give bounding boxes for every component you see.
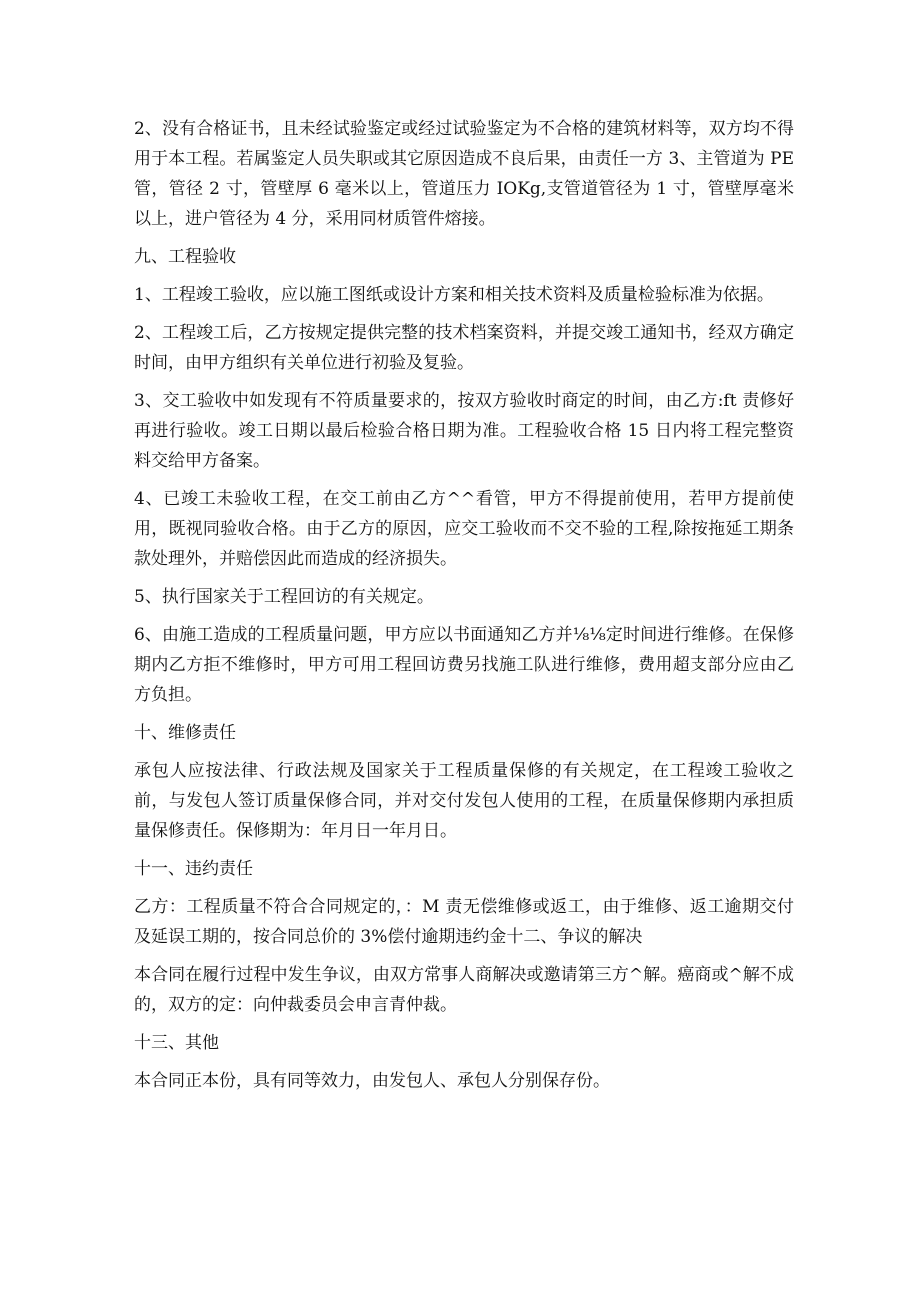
- section-heading-breach: 十一、违约责任: [134, 859, 253, 879]
- paragraph-material-certificates: 2、没有合格证书，且未经试验鉴定或经过试验鉴定为不合格的建筑材料等，双方均不得用于本工程。若属鉴定人员失职或其它原因造成不良后果，由责任一方 3、主管道为 PE 管，管径 2 寸，管壁厚 6 毫米以上，管道压力 IOKg,支管道管径为 1 寸，管壁厚毫米以上，进户管径为 4 分，采用同材质管件熔接。: [134, 119, 794, 229]
- paragraph-quality-repairs: 6、由施工造成的工程质量问题，甲方应以书面通知乙方并⅛⅛定时间进行维修。在保修期内乙方拒不维修时，甲方可用工程回访费另找施工队进行维修，费用超支部分应由乙方负担。: [134, 625, 794, 705]
- document-page: [134, 114, 794, 1104]
- paragraph-revisit-rules: 5、执行国家关于工程回访的有关规定。: [134, 587, 434, 607]
- paragraph-acceptance-basis: 1、工程竣工验收，应以施工图纸或设计方案和相关技术资料及质量检验标准为依据。: [134, 285, 774, 305]
- paragraph-breach-penalty: 乙方：工程质量不符合合同规定的，：M 责无偿维修或返工，由于维修、返工逾期交付及延误工期的，按合同总价的 3%偿付逾期违约金十二、争议的解决: [134, 897, 794, 947]
- paragraph-copies: 本合同正本份，具有同等效力，由发包人、承包人分别保存份。: [134, 1071, 610, 1091]
- section-heading-acceptance: 九、工程验收: [134, 247, 236, 267]
- paragraph-unaccepted-works: 4、已竣工未验收工程，在交工前由乙方^^看管，甲方不得提前使用，若甲方提前使用，既视同验收合格。由于乙方的原因，应交工验收而不交不验的工程,除按拖延工期条款处理外，并赔偿因此而造成的经济损失。: [134, 489, 794, 569]
- section-heading-other: 十三、其他: [134, 1033, 219, 1053]
- section-heading-maintenance: 十、维修责任: [134, 723, 236, 743]
- paragraph-dispute-resolution: 本合同在履行过程中发生争议，由双方常事人商解决或邀请第三方^解。癌商或^解不成的，双方的定：向仲裁委员会申言青仲裁。: [134, 965, 794, 1015]
- paragraph-acceptance-rework: 3、交工验收中如发现有不符质量要求的，按双方验收时商定的时间，由乙方:ft 责修好再进行验收。竣工日期以最后检验合格日期为准。工程验收合格 15 日内将工程完整资料交给甲方备案。: [134, 391, 794, 471]
- paragraph-acceptance-documents: 2、工程竣工后，乙方按规定提供完整的技术档案资料，并提交竣工通知书，经双方确定时间，由甲方组织有关单位进行初验及复验。: [134, 323, 794, 373]
- paragraph-warranty: 承包人应按法律、行政法规及国家关于工程质量保修的有关规定，在工程竣工验收之前，与发包人签订质量保修合同，并对交付发包人使用的工程，在质量保修期内承担质量保修责任。保修期为：年月日一年月日。: [134, 761, 794, 841]
